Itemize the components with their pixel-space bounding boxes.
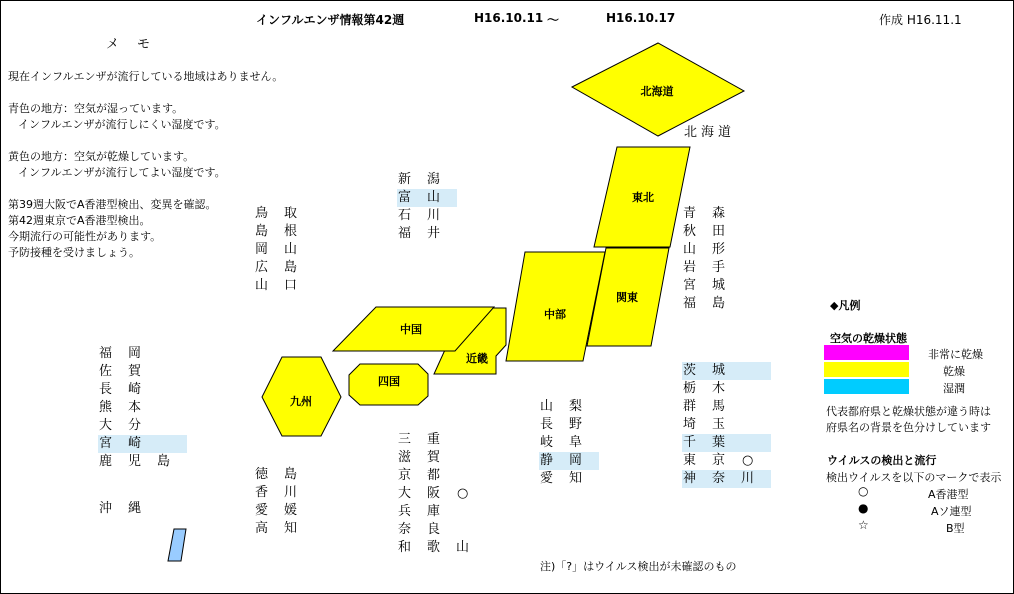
pref-tohoku-0: 青森: [683, 206, 742, 221]
pref-kanto-6: 神奈川: [683, 471, 771, 486]
pref-kyushu-6: 鹿児島: [99, 454, 187, 469]
pref-list-hokuriku: [397, 171, 457, 243]
pref-kyushu-0: 福岡: [99, 346, 158, 361]
pref-list-okinawa: [98, 500, 158, 518]
legend-b: B型: [946, 522, 965, 535]
legend-note-2: 府県名の背景を色分けしています: [826, 421, 991, 434]
pref-list-kanto: [682, 362, 771, 488]
pref-shikoku-3: 高知: [255, 521, 314, 536]
region-label-shikoku: 四国: [378, 375, 400, 388]
memo-blue-2: インフルエンザが流行しにくい湿度です。: [18, 118, 226, 131]
legend-swatch-humid: [824, 379, 909, 394]
pref-shikoku-2: 愛媛: [255, 503, 314, 518]
legend-swatch-dry: [824, 362, 909, 377]
region-label-kinki: 近畿: [466, 352, 488, 365]
pref-hokuriku-2: 石川: [398, 208, 457, 223]
pref-tohoku-2: 山形: [683, 242, 742, 257]
pref-kinki-0: 三重: [398, 432, 457, 447]
legend-virus-title: ウイルスの検出と流行: [827, 454, 937, 467]
memo-virus-4: 予防接種を受けましょう。: [8, 246, 140, 259]
legend-very-dry: 非常に乾燥: [928, 348, 983, 361]
pref-list-shikoku: [254, 466, 314, 538]
pref-list-chugoku: [254, 205, 314, 295]
legend-title: ◆凡例: [830, 299, 861, 312]
virus-mark-a-hongkong-icon: ○: [457, 486, 469, 501]
pref-hokuriku-3: 福井: [398, 226, 457, 241]
region-label-chugoku: 中国: [400, 323, 422, 336]
pref-tohoku-5: 福島: [683, 296, 742, 311]
pref-okinawa-0: 沖縄: [99, 501, 158, 516]
pref-chubu-1: 長野: [540, 417, 599, 432]
memo-title: メモ: [106, 37, 169, 52]
pref-shikoku-1: 香川: [255, 485, 314, 500]
pref-kanto-3: 埼玉: [683, 417, 742, 432]
virus-mark-a-hongkong-icon: ○: [742, 453, 754, 468]
legend-note-1: 代表都府県と乾燥状態が違う時は: [826, 405, 991, 418]
pref-chugoku-2: 岡山: [255, 242, 314, 257]
pref-kinki-2: 京都: [398, 468, 457, 483]
pref-kyushu-5: 宮崎: [98, 435, 187, 453]
legend-mark-b-icon: ☆: [858, 518, 869, 532]
pref-kyushu-4: 大分: [99, 418, 158, 433]
legend-humid: 湿潤: [943, 382, 965, 395]
pref-tohoku-3: 岩手: [683, 260, 742, 275]
legend-mark-a-soviet-icon: ●: [858, 501, 869, 515]
memo-yellow-2: インフルエンザが流行してよい湿度です。: [18, 166, 226, 179]
pref-chubu-2: 岐阜: [540, 435, 599, 450]
pref-tohoku-1: 秋田: [683, 224, 742, 239]
pref-kinki-6: 和歌山: [398, 540, 486, 555]
pref-hokuriku-1: 富山: [398, 190, 457, 205]
memo-current: 現在インフルエンザが流行している地域はありません。: [8, 70, 284, 83]
pref-kanto-0: 茨城: [682, 362, 771, 380]
pref-tohoku-4: 宮城: [683, 278, 742, 293]
date-from: H16.10.11: [474, 11, 544, 25]
memo-virus-1: 第39週大阪でA香港型検出、変異を確認。: [8, 198, 217, 211]
pref-kyushu-2: 長崎: [99, 382, 158, 397]
region-label-chubu: 中部: [544, 308, 566, 321]
pref-list-kinki: [397, 431, 486, 557]
pref-list-kyushu: [98, 345, 187, 471]
pref-kanto-5: 東京 ○: [683, 453, 754, 468]
legend-a-soviet: Aソ連型: [931, 505, 972, 518]
memo-virus-2: 第42週東京でA香港型検出。: [8, 214, 151, 227]
pref-kanto-2: 群馬: [683, 399, 742, 414]
date-to: H16.10.17: [606, 11, 676, 25]
pref-chubu-4: 愛知: [540, 471, 599, 486]
memo-virus-3: 今期流行の可能性があります。: [8, 230, 162, 243]
pref-chugoku-1: 島根: [255, 224, 314, 239]
legend-a-hongkong: A香港型: [928, 488, 969, 501]
pref-list-chubu: [539, 398, 599, 488]
created-date: 作成 H16.11.1: [879, 13, 962, 27]
region-label-hokkaido: 北海道: [640, 85, 674, 98]
legend-dry: 乾燥: [943, 365, 965, 378]
region-label-kyushu: 九州: [290, 395, 312, 408]
pref-kinki-5: 奈良: [398, 522, 457, 537]
pref-chubu-3: 静岡: [540, 453, 599, 468]
pref-kinki-3: 大阪 ○: [398, 486, 469, 501]
pref-chugoku-0: 鳥取: [255, 206, 314, 221]
pref-hokuriku-0: 新潟: [398, 172, 457, 187]
memo-yellow-1: 黄色の地方：空気が乾燥しています。: [8, 150, 195, 163]
pref-kinki-4: 兵庫: [398, 504, 457, 519]
report-title: インフルエンザ情報第42週: [256, 13, 405, 27]
memo-blue-1: 青色の地方：空気が湿っています。: [8, 102, 184, 115]
pref-chugoku-4: 山口: [255, 278, 314, 293]
pref-kinki-1: 滋賀: [398, 450, 457, 465]
pref-list-tohoku: [682, 205, 742, 313]
pref-label-hokkaido: 北海道: [684, 125, 736, 140]
pref-chubu-0: 山梨: [540, 399, 599, 414]
region-okinawa: [168, 529, 186, 561]
pref-kyushu-3: 熊本: [99, 400, 158, 415]
region-label-tohoku: 東北: [632, 191, 654, 204]
date-tilde: ～: [547, 13, 560, 27]
pref-kyushu-1: 佐賀: [99, 364, 158, 379]
legend-swatch-very-dry: [824, 345, 909, 360]
pref-shikoku-0: 徳島: [255, 467, 314, 482]
legend-virus-sub: 検出ウイルスを以下のマークで表示: [826, 471, 1002, 484]
pref-chugoku-3: 広島: [255, 260, 314, 275]
legend-mark-a-hongkong-icon: ○: [858, 484, 869, 498]
pref-kanto-1: 栃木: [683, 381, 742, 396]
region-label-kanto: 関東: [616, 291, 638, 304]
footnote: 注)「?」はウイルス検出が未確認のもの: [540, 560, 737, 573]
pref-kanto-4: 千葉: [682, 434, 771, 452]
legend-air-title: 空気の乾燥状態: [830, 332, 907, 345]
